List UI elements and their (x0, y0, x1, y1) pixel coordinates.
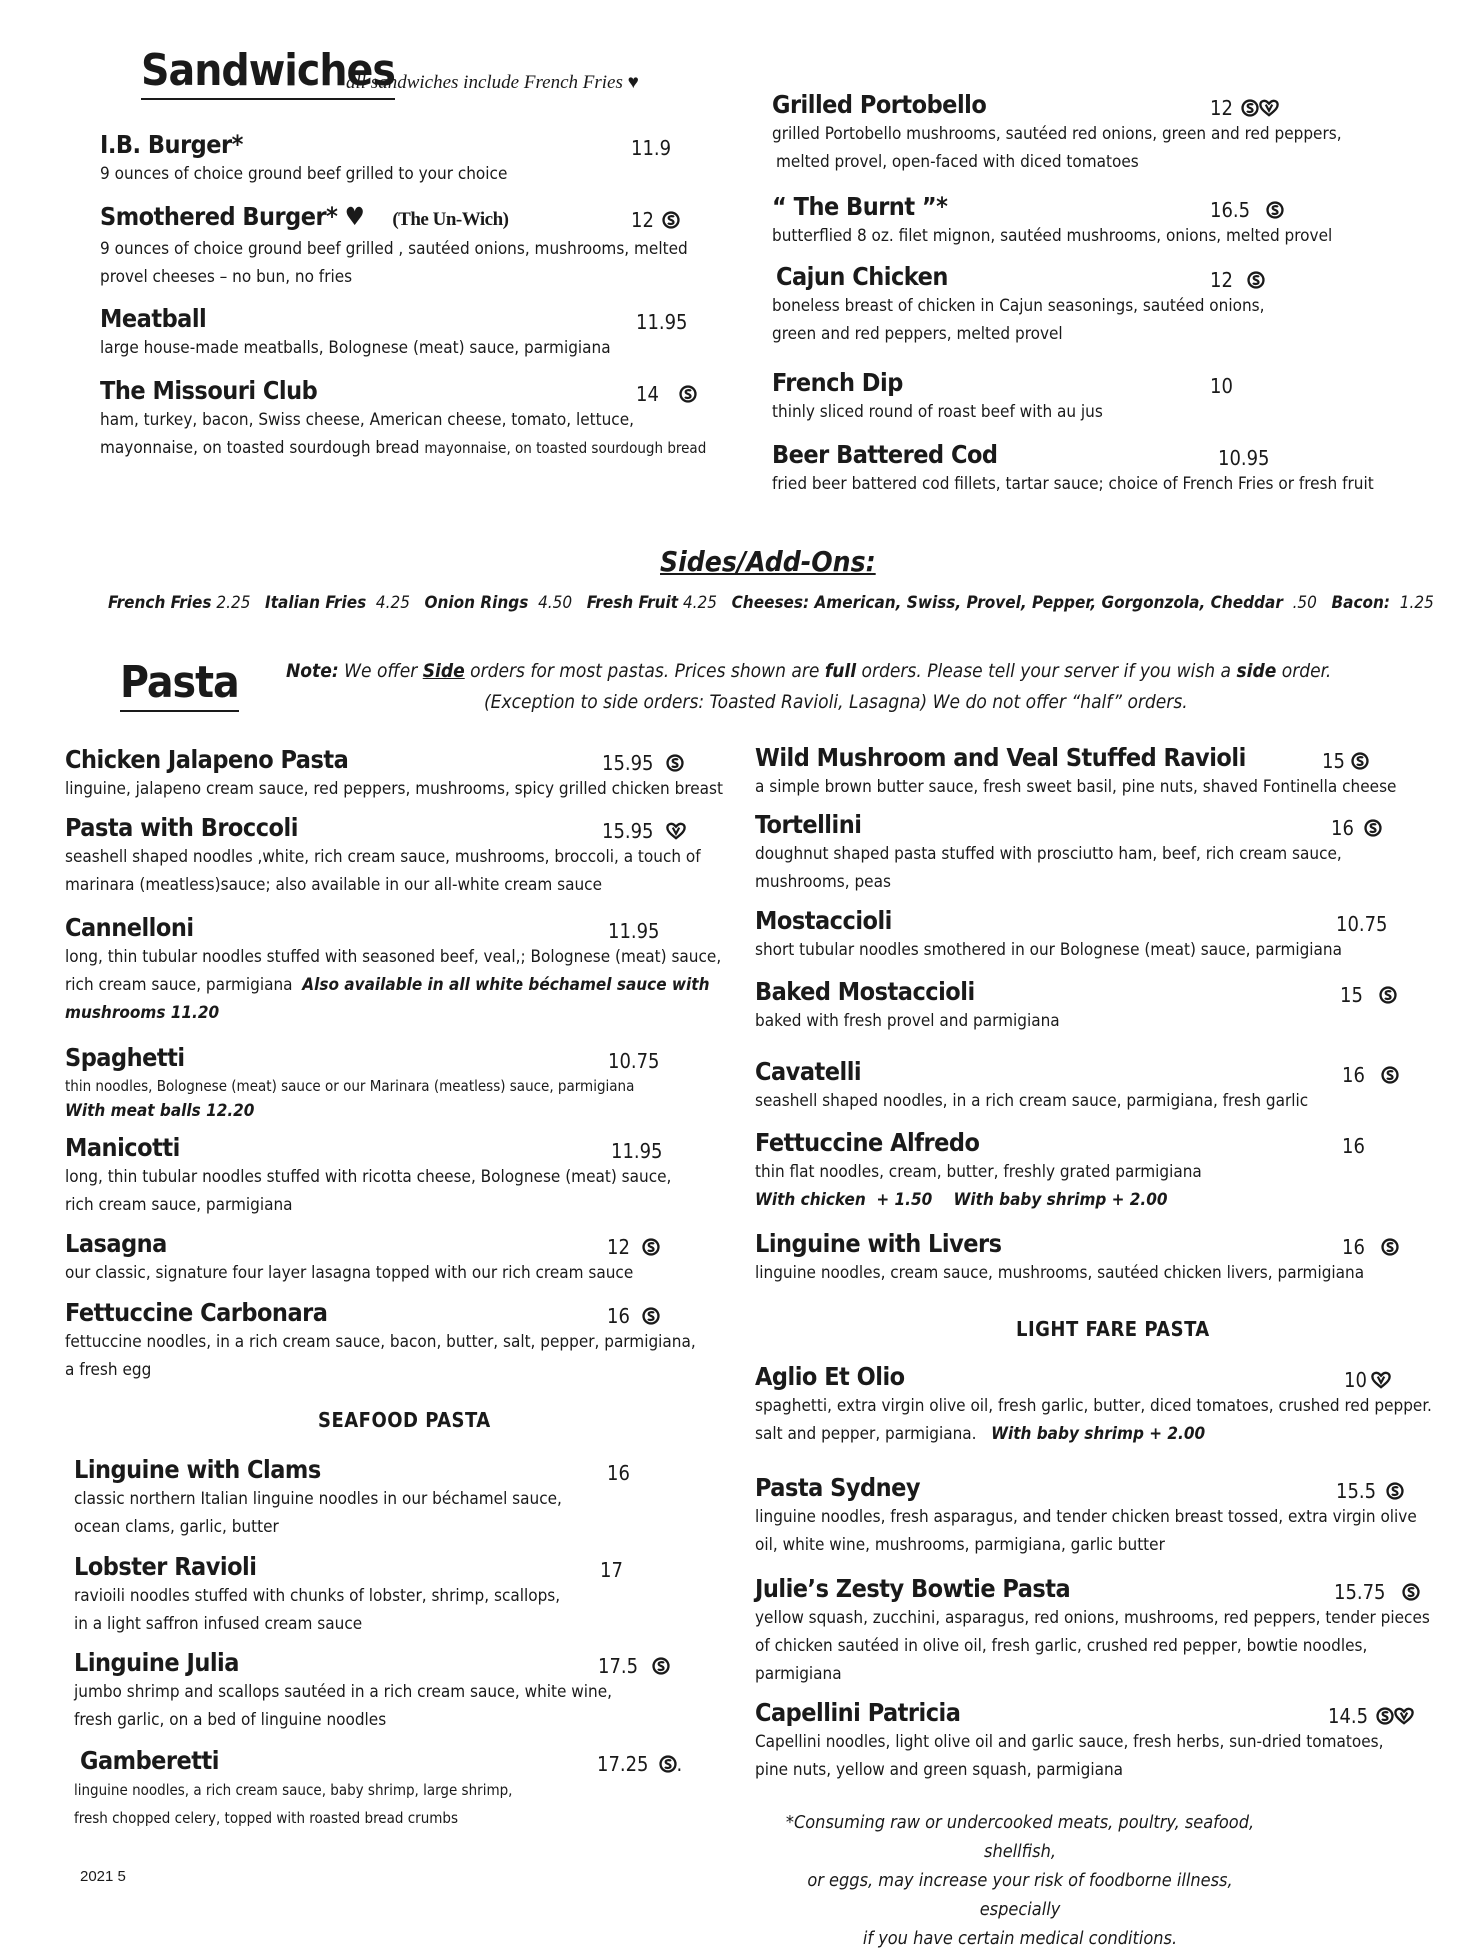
item-name: French Dip (772, 368, 903, 397)
item-price: 12 (1210, 265, 1265, 295)
item-price: 15 (1322, 746, 1369, 776)
item-desc: short tubular noodles smothered in our Bolognese (meat) sauce, parmigiana (755, 940, 1342, 960)
seal-s-icon (1241, 99, 1259, 117)
item-price: 12 (607, 1232, 660, 1262)
seal-s-icon (1379, 986, 1397, 1004)
item-desc: doughnut shaped pasta stuffed with prosciutto ham, beef, rich cream sauce, (755, 844, 1342, 864)
sandwiches-note: all sandwiches include French Fries ♥ (346, 72, 639, 93)
item-name: Lobster Ravioli (74, 1552, 257, 1581)
item-price: 12 (1210, 93, 1279, 123)
item-desc: provel cheeses – no bun, no fries (100, 267, 353, 287)
item-price: 16.5 (1210, 195, 1284, 225)
item-desc: long, thin tubular noodles stuffed with seasoned beef, veal,; Bolognese (meat) sauce, (65, 947, 722, 967)
side-price: 1.25 (1399, 593, 1434, 613)
item-price: 16 (1342, 1060, 1399, 1090)
item-name: Pasta Sydney (755, 1473, 921, 1502)
side-label: French Fries (108, 593, 212, 613)
item-desc: butterflied 8 oz. filet mignon, sautéed mushrooms, onions, melted provel (772, 226, 1333, 246)
item-desc: linguine, jalapeno cream sauce, red peppers, mushrooms, spicy grilled chicken breast (65, 779, 723, 799)
item-price: 16 (607, 1301, 660, 1331)
seal-s-icon (652, 1657, 670, 1675)
item-name: Gamberetti (80, 1746, 219, 1775)
item-price: 15.95 (602, 748, 684, 778)
item-desc: spaghetti, extra virgin olive oil, fresh garlic, butter, diced tomatoes, crushed red pepper. (755, 1396, 1432, 1416)
side-label: Italian Fries (265, 593, 367, 613)
item-name: Julie’s Zesty Bowtie Pasta (755, 1574, 1071, 1603)
item-name: Cavatelli (755, 1057, 862, 1086)
menu-item (755, 743, 1396, 801)
menu-item (772, 440, 1374, 498)
seal-s-icon (1402, 1583, 1420, 1601)
menu-item (755, 1574, 1430, 1688)
item-name: Aglio Et Olio (755, 1362, 905, 1391)
item-desc: a fresh egg (65, 1360, 152, 1380)
menu-item (65, 1298, 696, 1384)
item-price: 11.9 (631, 136, 672, 160)
menu-item (755, 1229, 1364, 1287)
item-desc: rich cream sauce, parmigiana (65, 1195, 293, 1215)
item-price: 16 (607, 1461, 630, 1485)
item-name: Spaghetti (65, 1043, 185, 1072)
item-price: 10 (1344, 1365, 1391, 1395)
item-desc: long, thin tubular noodles stuffed with ricotta cheese, Bolognese (meat) sauce, (65, 1167, 672, 1187)
item-desc: linguine noodles, cream sauce, mushrooms, sautéed chicken livers, parmigiana (755, 1263, 1365, 1283)
menu-item (755, 1698, 1384, 1784)
seal-s-icon (1247, 271, 1265, 289)
item-price: 17 (600, 1558, 623, 1582)
seal-s-icon (642, 1307, 660, 1325)
item-price: 15.95 (602, 816, 686, 846)
item-name: Grilled Portobello (772, 90, 987, 119)
item-name: Pasta with Broccoli (65, 813, 298, 842)
menu-item (755, 977, 1060, 1035)
item-desc: a simple brown butter sauce, fresh sweet basil, pine nuts, shaved Fontinella cheese (755, 777, 1397, 797)
seal-s-icon (659, 1755, 677, 1773)
seal-s-icon (1266, 201, 1284, 219)
menu-item (755, 906, 1342, 964)
item-desc: ham, turkey, bacon, Swiss cheese, American cheese, tomato, lettuce, (100, 410, 634, 430)
item-desc: 9 ounces of choice ground beef grilled to your choice (100, 164, 508, 184)
menu-item (65, 1133, 671, 1219)
seal-s-icon (1386, 1482, 1404, 1500)
pasta-note-exception: (Exception to side orders: Toasted Ravioli, Lasagna) We do not offer “half” orders. (484, 691, 1188, 713)
side-price: 4.50 (538, 593, 573, 613)
item-desc: fettuccine noodles, in a rich cream sauce, bacon, butter, salt, pepper, parmigiana, (65, 1332, 696, 1352)
item-desc: our classic, signature four layer lasagna topped with our rich cream sauce (65, 1263, 634, 1283)
heart-v-icon (1371, 1371, 1391, 1389)
item-desc: mayonnaise, on toasted sourdough bread mayonnaise, on toasted sourdough bread (100, 438, 707, 458)
item-desc: pine nuts, yellow and green squash, parmigiana (755, 1760, 1124, 1780)
seal-s-icon (1381, 1066, 1399, 1084)
pasta-title: Pasta (120, 658, 239, 712)
item-price: 14.5 (1328, 1701, 1414, 1731)
heart-v-icon (666, 822, 686, 840)
item-name: Baked Mostaccioli (755, 977, 975, 1006)
seal-s-icon (666, 754, 684, 772)
menu-item (74, 1455, 562, 1541)
item-name: I.B. Burger* (100, 130, 243, 159)
item-price: 11.95 (611, 1139, 663, 1163)
item-name: Beer Battered Cod (772, 440, 998, 469)
item-desc: seashell shaped noodles ,white, rich cream sauce, mushrooms, broccoli, a touch of (65, 847, 701, 867)
item-price: 17.25 . (597, 1752, 683, 1776)
pasta-note: Note: We offer Side orders for most pastas. Prices shown are full orders. Please tell your server if you wish a side order. (286, 660, 1332, 682)
item-name: Manicotti (65, 1133, 180, 1162)
seal-s-icon (679, 385, 697, 403)
item-name: Fettuccine Alfredo (755, 1128, 980, 1157)
item-desc: oil, white wine, mushrooms, parmigiana, garlic butter (755, 1535, 1165, 1555)
menu-item (100, 130, 507, 188)
heart-v-icon (1259, 99, 1279, 117)
menu-item (74, 1648, 612, 1734)
item-desc: salt and pepper, parmigiana. With baby shrimp + 2.00 (755, 1424, 1206, 1444)
item-desc: parmigiana (755, 1664, 842, 1684)
item-name: Linguine with Clams (74, 1455, 321, 1484)
item-name: The Missouri Club (100, 376, 318, 405)
seal-s-icon (642, 1238, 660, 1256)
item-extra: With chicken + 1.50 With baby shrimp + 2.00 (755, 1190, 1168, 1210)
sides-list (108, 593, 1434, 613)
item-price: 14 (636, 379, 697, 409)
side-label: Onion Rings (424, 593, 529, 613)
item-extra: Also available in all white béchamel sauce with (302, 975, 710, 995)
item-desc: classic northern Italian linguine noodles in our béchamel sauce, (74, 1489, 562, 1509)
item-price: 17.5 (598, 1651, 670, 1681)
item-desc: jumbo shrimp and scallops sautéed in a rich cream sauce, white wine, (74, 1682, 613, 1702)
item-price: 15 (1340, 980, 1397, 1010)
item-price: 12 (631, 205, 680, 235)
light-fare-heading: LIGHT FARE PASTA (1016, 1317, 1210, 1341)
item-extra: mushrooms 11.20 (65, 1003, 220, 1023)
seal-s-icon (1376, 1707, 1394, 1725)
item-name: Capellini Patricia (755, 1698, 961, 1727)
item-desc: green and red peppers, melted provel (772, 324, 1063, 344)
item-desc: of chicken sautéed in olive oil, fresh garlic, crushed red pepper, bowtie noodles, (755, 1636, 1368, 1656)
item-price: 10.95 (1218, 446, 1270, 470)
item-desc: 9 ounces of choice ground beef grilled , sautéed onions, mushrooms, melted (100, 239, 688, 259)
menu-item (65, 1043, 634, 1123)
item-name: Linguine Julia (74, 1648, 239, 1677)
item-price: 11.95 (608, 919, 660, 943)
seal-s-icon (662, 211, 680, 229)
item-name: Smothered Burger* ♥ (The Un-Wich) (100, 202, 509, 231)
menu-item (755, 1473, 1417, 1559)
menu-item (772, 262, 1265, 348)
menu-item (772, 368, 1103, 426)
item-name: Lasagna (65, 1229, 167, 1258)
item-desc: rich cream sauce, parmigiana Also available in all white béchamel sauce with (65, 975, 710, 995)
item-desc: fresh garlic, on a bed of linguine noodles (74, 1710, 387, 1730)
item-desc: grilled Portobello mushrooms, sautéed red onions, green and red peppers, (772, 124, 1342, 144)
item-desc: baked with fresh provel and parmigiana (755, 1011, 1060, 1031)
seal-s-icon (1364, 819, 1382, 837)
seal-s-icon (1351, 752, 1369, 770)
item-tag: (The Un-Wich) (392, 209, 509, 230)
item-price: 10.75 (608, 1049, 660, 1073)
item-desc: fresh chopped celery, topped with roasted bread crumbs (74, 1809, 458, 1827)
item-desc: thin noodles, Bolognese (meat) sauce or our Marinara (meatless) sauce, parmigiana (65, 1077, 635, 1095)
menu-item (755, 1362, 1432, 1448)
item-price: 16 (1342, 1134, 1365, 1158)
side-price: .50 (1292, 593, 1317, 613)
item-name: Cajun Chicken (776, 262, 948, 291)
item-desc: Capellini noodles, light olive oil and garlic sauce, fresh herbs, sun-dried tomatoes, (755, 1732, 1384, 1752)
item-desc: fried beer battered cod fillets, tartar sauce; choice of French Fries or fresh fruit (772, 474, 1374, 494)
item-desc: thin flat noodles, cream, butter, freshly grated parmigiana (755, 1162, 1202, 1182)
item-price: 11.95 (636, 310, 688, 334)
sandwiches-title: Sandwiches (141, 46, 395, 100)
item-price: 16 (1342, 1232, 1399, 1262)
item-desc: seashell shaped noodles, in a rich cream sauce, parmigiana, fresh garlic (755, 1091, 1309, 1111)
item-price: 15.75 (1334, 1577, 1420, 1607)
item-name: Mostaccioli (755, 906, 892, 935)
sides-title: Sides/Add-Ons: (660, 545, 876, 578)
side-price: 4.25 (682, 593, 717, 613)
heart-v-icon (1394, 1707, 1414, 1725)
menu-item (755, 810, 1342, 896)
menu-item (74, 1552, 560, 1638)
side-label: Fresh Fruit (586, 593, 679, 613)
item-extra: With meat balls 12.20 (65, 1101, 255, 1121)
item-desc: yellow squash, zucchini, asparagus, red onions, mushrooms, red peppers, tender pieces (755, 1608, 1430, 1628)
menu-item (755, 1128, 1202, 1214)
menu-item (74, 1746, 513, 1832)
menu-item (100, 304, 611, 362)
food-safety-disclaimer: *Consuming raw or undercooked meats, poultry, seafood, shellfish, or eggs, may increase your risk of foodborne illness, especially if you have certain medical conditions. (785, 1812, 1255, 1949)
item-desc: in a light saffron infused cream sauce (74, 1614, 363, 1634)
footer-version: 2021 5 (80, 1868, 126, 1885)
item-name: Meatball (100, 304, 207, 333)
item-desc: mushrooms, peas (755, 872, 891, 892)
side-label: Cheeses: American, Swiss, Provel, Pepper, Gorgonzola, Cheddar (731, 593, 1283, 613)
item-name: Fettuccine Carbonara (65, 1298, 328, 1327)
menu-item (100, 376, 706, 462)
item-name: Tortellini (755, 810, 862, 839)
item-name: “ The Burnt ”* (772, 192, 948, 221)
item-name: Wild Mushroom and Veal Stuffed Ravioli (755, 743, 1246, 772)
menu-item (65, 1229, 633, 1287)
side-price: 4.25 (375, 593, 410, 613)
item-desc: ravioili noodles stuffed with chunks of lobster, shrimp, scallops, (74, 1586, 561, 1606)
item-name: Cannelloni (65, 913, 194, 942)
side-label: Bacon: (1331, 593, 1391, 613)
menu-item (755, 1057, 1308, 1115)
item-desc: ocean clams, garlic, butter (74, 1517, 279, 1537)
item-price: 15.5 (1336, 1476, 1404, 1506)
item-desc: marinara (meatless)sauce; also available in our all-white cream sauce (65, 875, 602, 895)
menu-item (100, 202, 688, 291)
item-name: Chicken Jalapeno Pasta (65, 745, 349, 774)
seal-s-icon (1381, 1238, 1399, 1256)
item-name: Linguine with Livers (755, 1229, 1002, 1258)
side-price: 2.25 (216, 593, 251, 613)
item-desc: linguine noodles, fresh asparagus, and tender chicken breast tossed, extra virgin olive (755, 1507, 1417, 1527)
item-price: 16 (1331, 813, 1382, 843)
item-desc: melted provel, open-faced with diced tomatoes (776, 152, 1139, 172)
item-desc: linguine noodles, a rich cream sauce, baby shrimp, large shrimp, (74, 1781, 513, 1799)
item-price: 10 (1210, 374, 1233, 398)
seafood-heading: SEAFOOD PASTA (318, 1408, 491, 1432)
item-extra: With baby shrimp + 2.00 (991, 1424, 1206, 1444)
item-price: 10.75 (1336, 912, 1388, 936)
item-desc: boneless breast of chicken in Cajun seasonings, sautéed onions, (772, 296, 1265, 316)
item-desc: thinly sliced round of roast beef with au jus (772, 402, 1103, 422)
item-desc: large house-made meatballs, Bolognese (meat) sauce, parmigiana (100, 338, 611, 358)
